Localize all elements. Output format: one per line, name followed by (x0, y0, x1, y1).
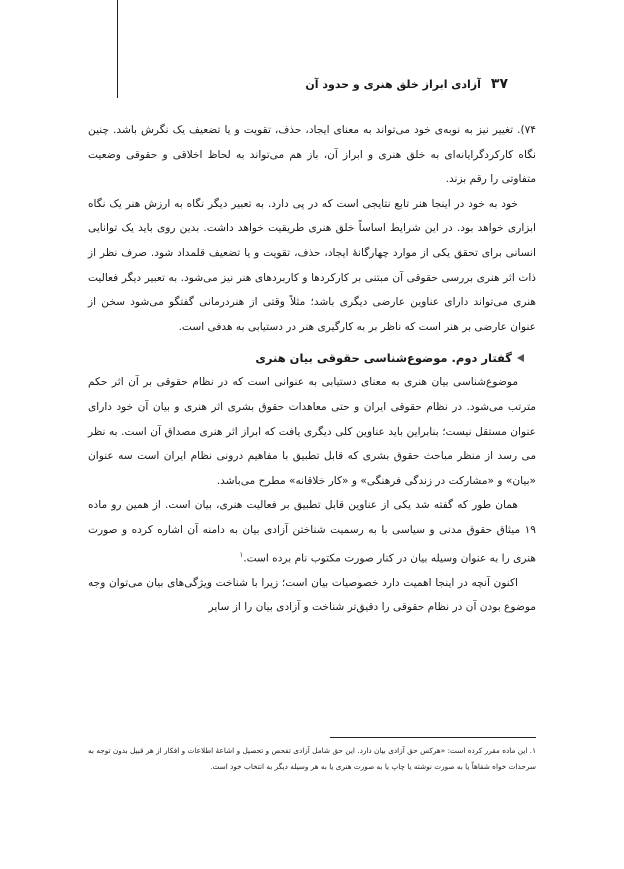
footnote-reference: ۱ (239, 550, 244, 559)
paragraph: موضوع‌شناسی بیان هنری به معنای دستیابی به عنوانی است که در نظام حقوقی بر آن اثر حکم مترتب می‌شود. در نظام حقوقی ایران و حتی معاهدات حقوق بشری اثر هنری و بیان آن خود دارای عنوان مستقل نیست؛ بنابراین باید عناوین کلی دیگری یافت که ابراز اثر هنری مصداق آن است. به نظر می رسد از منظر مباحث حقوق بشری که قابل تطبیق با مفاهیم درونی نظام ایران است سه عنوان «بیان» و «مشارکت در زندگی فرهنگی» و «کار خلاقانه» مطرح می‌باشد. (88, 376, 536, 487)
footnote-rule (330, 737, 536, 738)
paragraph: اکنون آنچه در اینجا اهمیت دارد خصوصیات بیان است؛ زیرا با شناخت ویژگی‌های بیان می‌توان وجه موضوع بودن آن در نظام حقوقی را دقیق‌تر شناخت و آزادی بیان را از سایر (88, 576, 536, 614)
paragraph: خود به خود در اینجا هنر تابع نتایجی است که در پی دارد. به تعبیر دیگر نگاه به ارزش هنر یک نگاه ابزاری خواهد بود. در این شرایط اساساً خلق هنری طریقیت خواهد داشت. بدین روی باید یک توانایی انسانی برای تحقق یکی از موارد چهارگانهٔ ایجاد، حذف، تقویت و یا تضعیف قلمداد شود. صرف نظر از ذات اثر هنری بررسی حقوقی آن مبتنی بر کارکردها و کاربردهای هنر نیز می‌شود. به تعبیر دیگر فعالیت هنری می‌تواند دارای عناوین عارضی دیگری باشد؛ مثلاً وقتی از هنردرمانی گفتگو می‌شود سخن از عنوان عارضی بر هنر است که ناظر بر به کارگیری هنر در دستیابی به هدفی است. (88, 197, 536, 333)
body-text (88, 118, 536, 620)
triangle-marker-icon (517, 354, 524, 362)
page-header (88, 74, 508, 94)
running-title: آزادی ابراز خلق هنری و حدود آن (305, 77, 481, 91)
paragraph-text: همان طور که گفته شد یکی از عناوین قابل تطبیق بر فعالیت هنری، بیان است. از همین رو ماده ۱۹ میثاق حقوق مدنی و سیاسی با به رسمیت شناختن آزادی بیان به دامنه آن اشاره کرده و صورت هنری را به عنوان وسیله بیان در کنار صورت مکتوب نام برده است. (88, 499, 536, 565)
section-heading-text: گفتار دوم. موضوع‌شناسی حقوقی بیان هنری (255, 351, 512, 366)
paragraph (88, 493, 536, 570)
paragraph: ۷۴). تغییر نیز به نوبه‌ی خود می‌تواند به معنای ایجاد، حذف، تقویت و یا تضعیف یک نگرش باشد. چنین نگاه کارکردگرایانه‌ای به خلق هنری و ابراز آن، باز هم می‌تواند به لحاظ اخلاقی و حقوقی وضعیت متفاوتی را رقم بزند. (88, 124, 536, 186)
page-number: ۳۷ (490, 76, 508, 92)
section-heading (88, 346, 536, 370)
footnote: ۱. این ماده مقرر کرده است: «هرکس حق آزادی بیان دارد. این حق شامل آزادی تفحص و تحصیل و اشاعهٔ اطلاعات و افکار از هر قبیل بدون توجه به سرحدات خواه شفاهاً یا به صورت نوشته یا چاپ یا به صورت هنری یا به هر وسیله دیگر به انتخاب خود است. (88, 746, 536, 771)
